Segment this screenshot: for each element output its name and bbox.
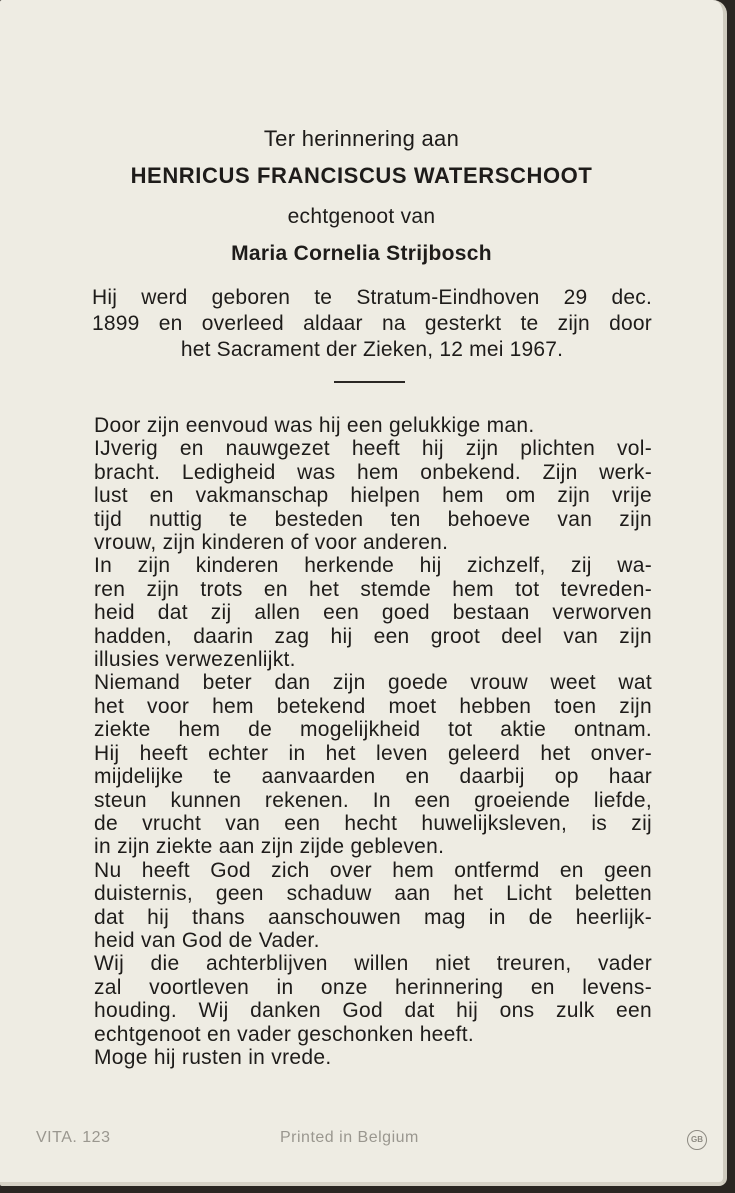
- printer-mark-icon: GB: [687, 1130, 707, 1150]
- text-line: Wij die achterblijven willen niet treuren, vader: [94, 952, 652, 976]
- text-line: in zijn ziekte aan zijn zijde gebleven.: [94, 835, 445, 859]
- intro-text: Ter herinnering aan: [263, 126, 460, 151]
- bio-line: Hij werd geboren te Stratum-Eindhoven 29 dec.: [92, 286, 652, 309]
- memorial-text: [94, 414, 652, 1069]
- bio-line: 1899 en overleed aldaar na gesterkt te zijn door: [92, 312, 652, 335]
- text-line: hadden, daarin zag hij een groot deel van zijn: [94, 624, 652, 648]
- divider: [334, 381, 405, 383]
- text-line: mijdelijke te aanvaarden en daarbij op haar: [94, 765, 652, 789]
- printed-in: Printed in Belgium: [280, 1129, 419, 1146]
- text-line: ren zijn trots en het stemde hem tot tevreden-: [94, 577, 652, 601]
- text-line: heid dat zij allen een goed bestaan verworven: [94, 601, 652, 625]
- text-line: lust en vakmanschap hielpen hem om zijn vrije: [94, 484, 652, 508]
- text-line: dat hij thans aanschouwen mag in de heerlijk-: [94, 905, 652, 929]
- text-line: tijd nuttig te besteden ten behoeve van zijn: [94, 507, 652, 531]
- text-line: Moge hij rusten in vrede.: [94, 1045, 332, 1069]
- text-line: IJverig en nauwgezet heeft hij zijn plichten vol-: [94, 437, 652, 461]
- biography: [92, 285, 652, 363]
- text-line: steun kunnen rekenen. In een groeiende liefde,: [94, 788, 652, 812]
- deceased-name: HENRICUS FRANCISCUS WATERSCHOOT: [130, 163, 593, 188]
- text-line: echtgenoot en vader geschonken heeft.: [94, 1022, 475, 1046]
- text-line: het voor hem betekend moet hebben toen zijn: [94, 694, 652, 718]
- spouse-name: Maria Cornelia Strijbosch: [231, 242, 492, 265]
- text-line: ziekte hem de mogelijkheid tot aktie ontnam.: [94, 718, 652, 742]
- text-line: zal voortleven in onze herinnering en levens-: [94, 975, 652, 999]
- text-line: Nu heeft God zich over hem ontfermd en geen: [94, 858, 652, 882]
- text-line: de vrucht van een hecht huwelijksleven, is zij: [94, 811, 652, 835]
- text-line: Hij heeft echter in het leven geleerd het onver-: [94, 741, 652, 765]
- text-line: houding. Wij danken God dat hij ons zulk een: [94, 999, 652, 1023]
- text-line: heid van God de Vader.: [94, 928, 320, 952]
- text-line: Door zijn eenvoud was hij een gelukkige man.: [94, 414, 535, 437]
- text-line: bracht. Ledigheid was hem onbekend. Zijn werk-: [94, 460, 652, 484]
- bio-line: het Sacrament der Zieken, 12 mei 1967.: [180, 338, 564, 361]
- text-line: vrouw, zijn kinderen of voor anderen.: [94, 531, 449, 555]
- spouse-label: echtgenoot van: [287, 205, 436, 228]
- series-number: VITA. 123: [36, 1129, 111, 1146]
- text-line: duisternis, geen schaduw aan het Licht beletten: [94, 882, 652, 906]
- text-line: In zijn kinderen herkende hij zichzelf, zij wa-: [94, 554, 652, 578]
- text-line: illusies verwezenlijkt.: [94, 648, 296, 672]
- text-line: Niemand beter dan zijn goede vrouw weet wat: [94, 671, 652, 695]
